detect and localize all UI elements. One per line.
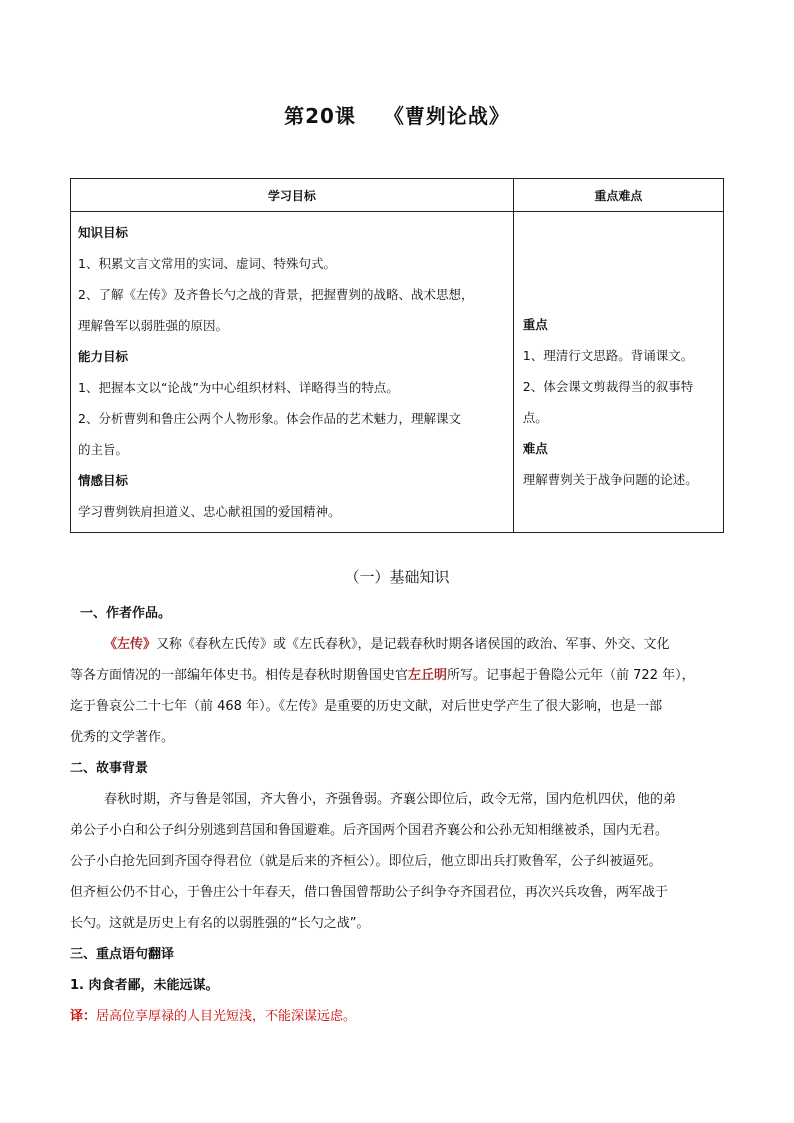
goal-line-2: 1、积累文言文常用的实词、虚词、特殊句式。 — [78, 256, 336, 271]
goal-line-7: 2、分析曹刿和鲁庄公两个人物形象。体会作品的艺术魅力，理解课文 — [78, 411, 461, 426]
goal-line-3: 2、了解《左传》及齐鲁长勺之战的背景，把握曹刿的战略、战术思想， — [78, 287, 474, 302]
goal-line-10: 学习曹刿铁肩担道义、忠心献祖国的爱国精神。 — [78, 504, 341, 519]
header-key-points: 重点难点 — [513, 179, 723, 212]
translation-label: 译： — [70, 1009, 97, 1024]
learning-goals-cell — [71, 212, 514, 533]
header-learning-goals: 学习目标 — [71, 179, 514, 212]
keypoint-line-5: 难点 — [522, 441, 548, 456]
goal-line-5: 能力目标 — [78, 349, 129, 364]
keypoint-line-2: 1、理清行文思路。背诵课文。 — [522, 348, 694, 363]
part2-heading: 二、故事背景 — [70, 761, 149, 776]
translation-answer-text: 居高位享厚禄的人目光短浅，不能深谋远虑。 — [96, 1009, 357, 1024]
goal-line-9: 情感目标 — [78, 473, 129, 488]
part2-line-4: 但齐桓公仍不甘心，于鲁庄公十年春天，借口鲁国曾帮助公子纠争夺齐国君位，再次兴兵攻鲁，两军战于 — [70, 885, 669, 900]
keypoint-line-4: 点。 — [522, 410, 548, 425]
part1-line-4: 优秀的文学著作。 — [70, 730, 175, 745]
objectives-table — [70, 178, 724, 533]
content-body — [70, 598, 726, 1032]
part1-line-2-post: 所写。记事起于鲁隐公元年（前 722 年）， — [447, 668, 695, 683]
translation-question-1: 1. 肉食者鄙，未能远谋。 — [70, 978, 219, 993]
lesson-name: 《曹刿论战》 — [383, 104, 510, 128]
part1-line-2-pre: 等各方面情况的一部编年体史书。相传是春秋时期鲁国史官 — [70, 668, 409, 683]
section-heading: （一）基础知识 — [344, 568, 450, 586]
part3-heading: 三、重点语句翻译 — [70, 947, 175, 962]
translation-answer-1 — [70, 1001, 726, 1032]
part2-line-3: 公子小白抢先回到齐国夺得君位（就是后来的齐桓公）。即位后，他立即出兵打败鲁军，公子纠被逼死。 — [70, 854, 662, 869]
part2-line-2: 弟公子小白和公子纠分别逃到莒国和鲁国避难。后齐国两个国君齐襄公和公孙无知相继被杀，国内无君。 — [70, 823, 669, 838]
part2-line-5: 长勺。这就是历史上有名的以弱胜强的“长勺之战”。 — [70, 916, 370, 931]
goal-line-4: 理解鲁军以弱胜强的原因。 — [78, 318, 229, 333]
part1-line-2 — [70, 660, 726, 691]
goal-line-8: 的主旨。 — [78, 442, 129, 457]
part2-line-1: 春秋时期，齐与鲁是邻国，齐大鲁小，齐强鲁弱。齐襄公即位后，政令无常，国内危机四伏，他的弟 — [104, 792, 677, 807]
zuozhuan-highlight: 《左传》 — [104, 637, 157, 652]
part1-line-1 — [70, 629, 726, 660]
keypoint-line-6: 理解曹刿关于战争问题的论述。 — [522, 472, 698, 487]
keypoint-line-1: 重点 — [522, 317, 548, 332]
part1-line-1-text: 又称《春秋左氏传》或《左氏春秋》，是记载春秋时期各诸侯国的政治、军事、外交、文化 — [156, 637, 670, 652]
lesson-title — [0, 100, 794, 129]
key-points-cell — [513, 212, 723, 533]
zuoqiuming-highlight: 左丘明 — [408, 668, 448, 683]
part1-line-3: 迄于鲁哀公二十七年（前 468 年）。《左传》是重要的历史文献，对后世史学产生了很大影响，也是一部 — [70, 699, 663, 714]
part1-heading: 一、作者作品。 — [80, 606, 172, 621]
keypoint-line-3: 2、体会课文剪裁得当的叙事特 — [522, 379, 694, 394]
lesson-number: 第20课 — [284, 104, 356, 128]
goal-line-1: 知识目标 — [78, 225, 129, 240]
goal-line-6: 1、把握本文以“论战”为中心组织材料、详略得当的特点。 — [78, 380, 399, 395]
